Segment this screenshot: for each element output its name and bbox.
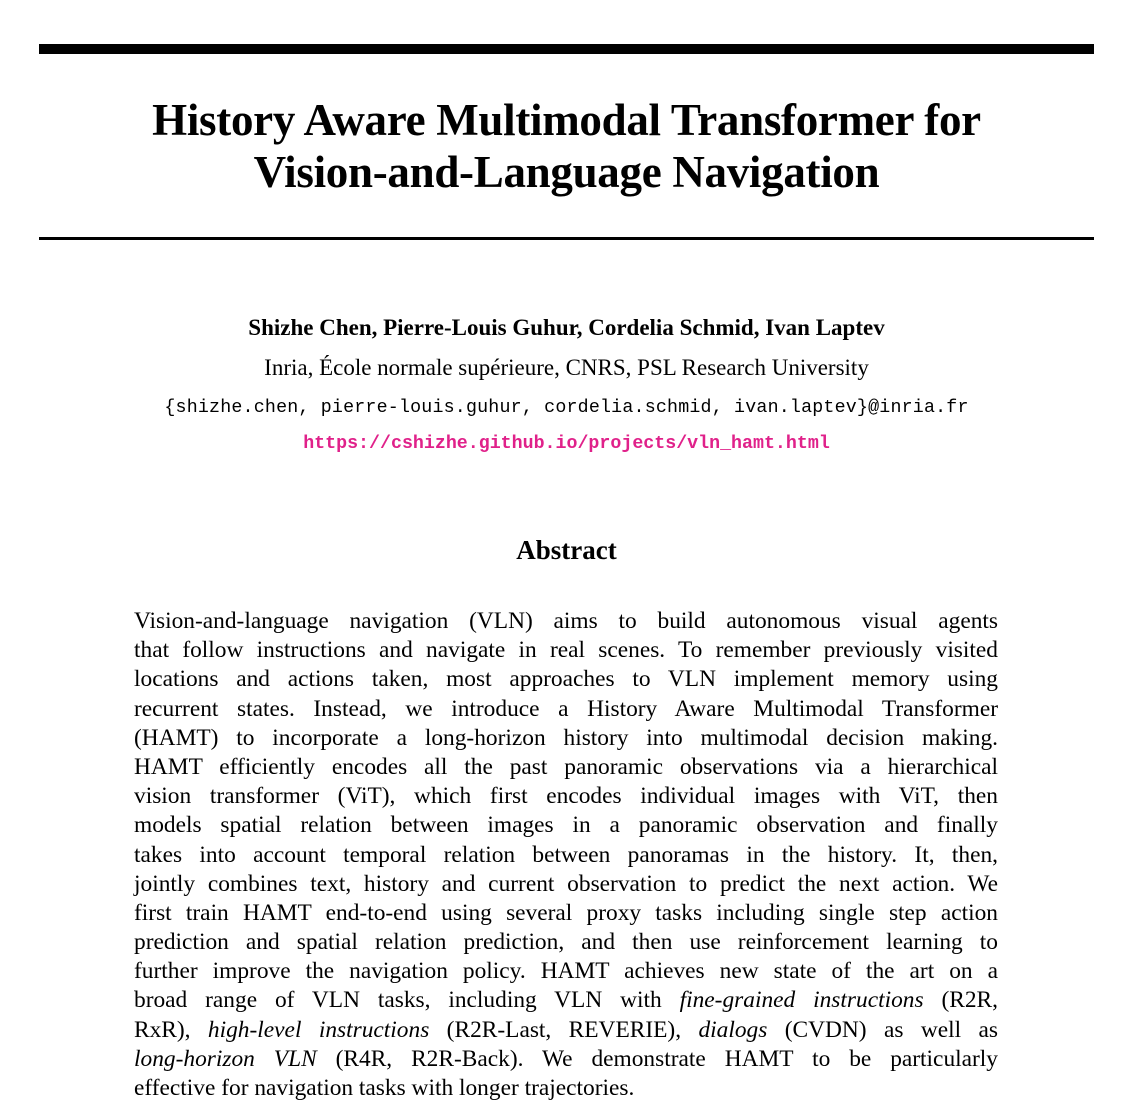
abstract-text: (HAMT) to incorporate a long-horizon history into multimodal decision making. xyxy=(134,724,998,751)
abstract-text: recurrent states. Instead, we introduce a History Aware Multimodal Transformer xyxy=(134,695,998,722)
abstract-text: Vision-and-language navigation (VLN) aims to build autonomous visual agents xyxy=(134,608,998,634)
abstract-line xyxy=(134,811,998,840)
title-line-1: History Aware Multimodal Transformer for xyxy=(152,95,981,145)
abstract-line xyxy=(134,636,998,665)
abstract-text: locations and actions taken, most approaches to VLN implement memory using xyxy=(134,666,998,693)
abstract-line xyxy=(134,665,998,694)
abstract-line xyxy=(134,607,998,636)
abstract-line xyxy=(134,724,998,753)
title-line-2: Vision-and-Language Navigation xyxy=(253,147,880,197)
abstract-line xyxy=(134,1074,998,1103)
author-emails: {shizhe.chen, pierre-louis.guhur, cordelia.schmid, ivan.laptev}@inria.fr xyxy=(164,398,969,418)
abstract-line xyxy=(134,870,998,899)
abstract-line xyxy=(134,841,998,870)
abstract-text: effective for navigation tasks with longer trajectories. xyxy=(134,1075,635,1101)
affiliation: Inria, École normale supérieure, CNRS, PSL Research University xyxy=(264,355,869,380)
abstract-text: broad range of VLN tasks, including VLN with xyxy=(134,987,680,1014)
abstract-text: (R2R-Last, REVERIE), xyxy=(429,1016,699,1043)
abstract-emphasis: fine-grained instructions xyxy=(679,987,924,1014)
abstract-text: (CVDN) as well as xyxy=(767,1016,998,1043)
title-bottom-rule xyxy=(39,237,1094,240)
abstract-emphasis: high-level instructions xyxy=(207,1016,430,1043)
abstract-line xyxy=(134,695,998,724)
project-link[interactable]: https://cshizhe.github.io/projects/vln_hamt.html xyxy=(303,434,830,454)
abstract-text: first train HAMT end-to-end using several proxy tasks including single step action xyxy=(134,899,998,926)
abstract-line xyxy=(134,899,998,928)
abstract-text: HAMT efficiently encodes all the past panoramic observations via a hierarchical xyxy=(134,753,998,780)
abstract-heading: Abstract xyxy=(516,535,617,565)
abstract-body xyxy=(134,607,998,1103)
abstract-line xyxy=(134,1045,998,1074)
top-rule xyxy=(39,44,1094,54)
abstract-text: further improve the navigation policy. HAMT achieves new state of the art on a xyxy=(134,958,998,985)
abstract-line xyxy=(134,986,998,1015)
paper-title xyxy=(39,94,1094,198)
abstract-text: RxR), xyxy=(134,1016,208,1043)
abstract-emphasis: dialogs xyxy=(698,1016,768,1043)
author-list: Shizhe Chen, Pierre-Louis Guhur, Cordelia Schmid, Ivan Laptev xyxy=(248,315,885,340)
abstract-text: that follow instructions and navigate in real scenes. To remember previously visited xyxy=(134,637,998,664)
abstract-line xyxy=(134,782,998,811)
abstract-text: models spatial relation between images in a panoramic observation and finally xyxy=(134,812,998,839)
abstract-text: prediction and spatial relation prediction, and then use reinforcement learning to xyxy=(134,929,998,956)
abstract-line xyxy=(134,753,998,782)
abstract-text: takes into account temporal relation between panoramas in the history. It, then, xyxy=(134,841,998,868)
abstract-line xyxy=(134,928,998,957)
abstract-text: (R2R, xyxy=(923,987,998,1014)
abstract-text: (R4R, R2R-Back). We demonstrate HAMT to be particularly xyxy=(316,1045,998,1072)
abstract-line xyxy=(134,1016,998,1045)
abstract-text: vision transformer (ViT), which first encodes individual images with ViT, then xyxy=(134,783,998,810)
abstract-line xyxy=(134,957,998,986)
abstract-emphasis: long-horizon VLN xyxy=(134,1045,317,1072)
abstract-text: jointly combines text, history and current observation to predict the next action. We xyxy=(134,870,998,897)
